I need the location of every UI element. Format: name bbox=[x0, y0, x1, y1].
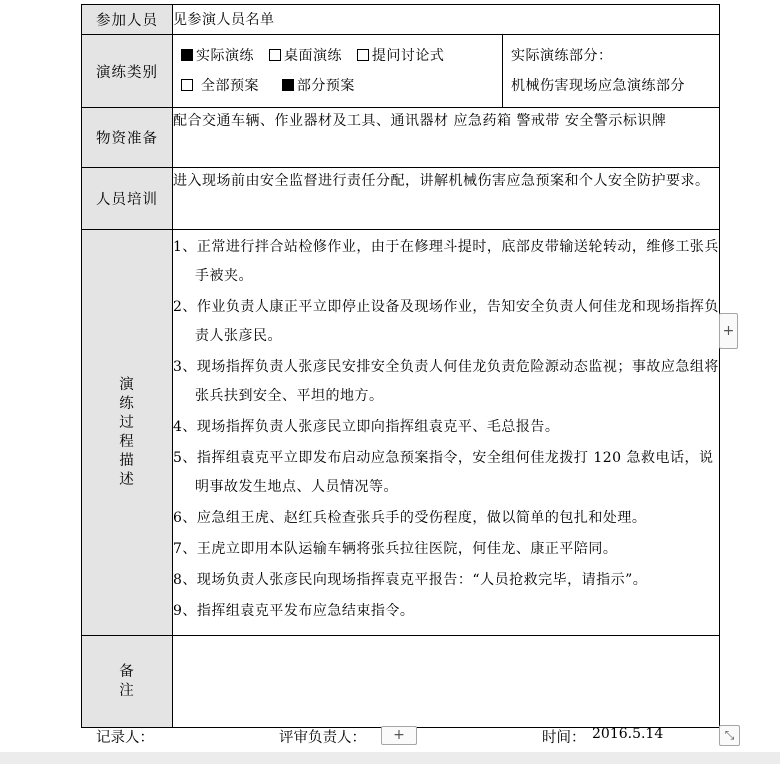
category-options bbox=[173, 35, 503, 108]
list-item: 1、正常进行拌合站检修作业，由于在修理斗提时，底部皮带输送轮转动，维修工张兵手被夹。 bbox=[173, 239, 719, 284]
training-value[interactable]: 进入现场前由安全监督进行责任分配，讲解机械伤害应急预案和个人安全防护要求。 bbox=[173, 168, 720, 230]
checkbox-checked-icon[interactable] bbox=[282, 79, 294, 91]
actual-drill-part-label: 实际演练部分： bbox=[511, 48, 613, 64]
list-item: 7、王虎立即用本队运输车辆将张兵拉往医院，何佳龙、康正平陪同。 bbox=[173, 541, 618, 557]
option-discussion-drill[interactable]: 提问讨论式 bbox=[357, 48, 445, 64]
process-label: 演练过程描述 bbox=[119, 376, 135, 488]
actual-drill-part bbox=[503, 35, 720, 108]
participants-label: 参加人员 bbox=[82, 5, 173, 35]
option-full-plan[interactable]: 全部预案 bbox=[181, 78, 259, 94]
materials-row bbox=[82, 108, 720, 168]
checkbox-empty-icon[interactable] bbox=[181, 79, 193, 91]
add-row-button[interactable]: + bbox=[381, 726, 417, 745]
training-label: 人员培训 bbox=[82, 168, 173, 230]
materials-value[interactable]: 配合交通车辆、作业器材及工具、通讯器材 应急药箱 警戒带 安全警示标识牌 bbox=[173, 108, 720, 168]
process-row bbox=[82, 230, 720, 636]
list-item: 8、现场负责人张彦民向现场指挥袁克平报告：“人员抢救完毕，请指示”。 bbox=[173, 572, 648, 588]
actual-drill-part-value[interactable]: 机械伤害现场应急演练部分 bbox=[511, 78, 685, 94]
recorder-label: 记录人： bbox=[96, 730, 154, 746]
process-items[interactable] bbox=[173, 230, 720, 636]
option-tabletop-drill[interactable]: 桌面演练 bbox=[269, 48, 342, 64]
checkbox-empty-icon[interactable] bbox=[269, 49, 281, 61]
category-row bbox=[82, 35, 720, 108]
participants-row bbox=[82, 5, 720, 35]
list-item: 2、作业负责人康正平立即停止设备及现场作业，告知安全负责人何佳龙和现场指挥负责人张彦民。 bbox=[173, 299, 719, 344]
remarks-label: 备注 bbox=[119, 663, 135, 699]
remarks-label-cell bbox=[82, 636, 173, 728]
list-item: 4、现场指挥负责人张彦民立即向指挥组袁克平、毛总报告。 bbox=[173, 419, 560, 435]
drill-record-table bbox=[81, 4, 720, 728]
drill-type-options bbox=[181, 41, 494, 71]
option-actual-drill[interactable]: 实际演练 bbox=[181, 48, 254, 64]
remarks-row bbox=[82, 636, 720, 728]
table-resize-handle-icon[interactable]: ⤡ bbox=[719, 725, 740, 746]
plan-scope-options bbox=[181, 71, 494, 101]
process-label-cell bbox=[82, 230, 173, 636]
list-item: 9、指挥组袁克平发布应急结束指令。 bbox=[173, 603, 415, 619]
training-row bbox=[82, 168, 720, 230]
checkbox-checked-icon[interactable] bbox=[181, 49, 193, 61]
add-column-button[interactable]: + bbox=[719, 313, 738, 349]
remarks-value[interactable] bbox=[173, 636, 720, 728]
option-partial-plan[interactable]: 部分预案 bbox=[282, 78, 355, 94]
time-value: 2016.5.14 bbox=[592, 726, 664, 742]
checkbox-empty-icon[interactable] bbox=[357, 49, 369, 61]
time-label: 时间： bbox=[542, 730, 586, 746]
category-label: 演练类别 bbox=[82, 35, 173, 108]
list-item: 5、指挥组袁克平立即发布启动应急预案指令，安全组何佳龙拨打 120 急救电话，说明事故发生地点、人员情况等。 bbox=[173, 450, 714, 495]
materials-label: 物资准备 bbox=[82, 108, 173, 168]
list-item: 3、现场指挥负责人张彦民安排安全负责人何佳龙负责危险源动态监视；事故应急组将张兵扶到安全、平坦的地方。 bbox=[173, 359, 719, 404]
reviewer-label: 评审负责人： bbox=[279, 730, 366, 746]
canvas-bottom-strip bbox=[0, 752, 780, 764]
participants-value[interactable]: 见参演人员名单 bbox=[173, 5, 720, 35]
list-item: 6、应急组王虎、赵红兵检查张兵手的受伤程度，做以简单的包扎和处理。 bbox=[173, 510, 647, 526]
